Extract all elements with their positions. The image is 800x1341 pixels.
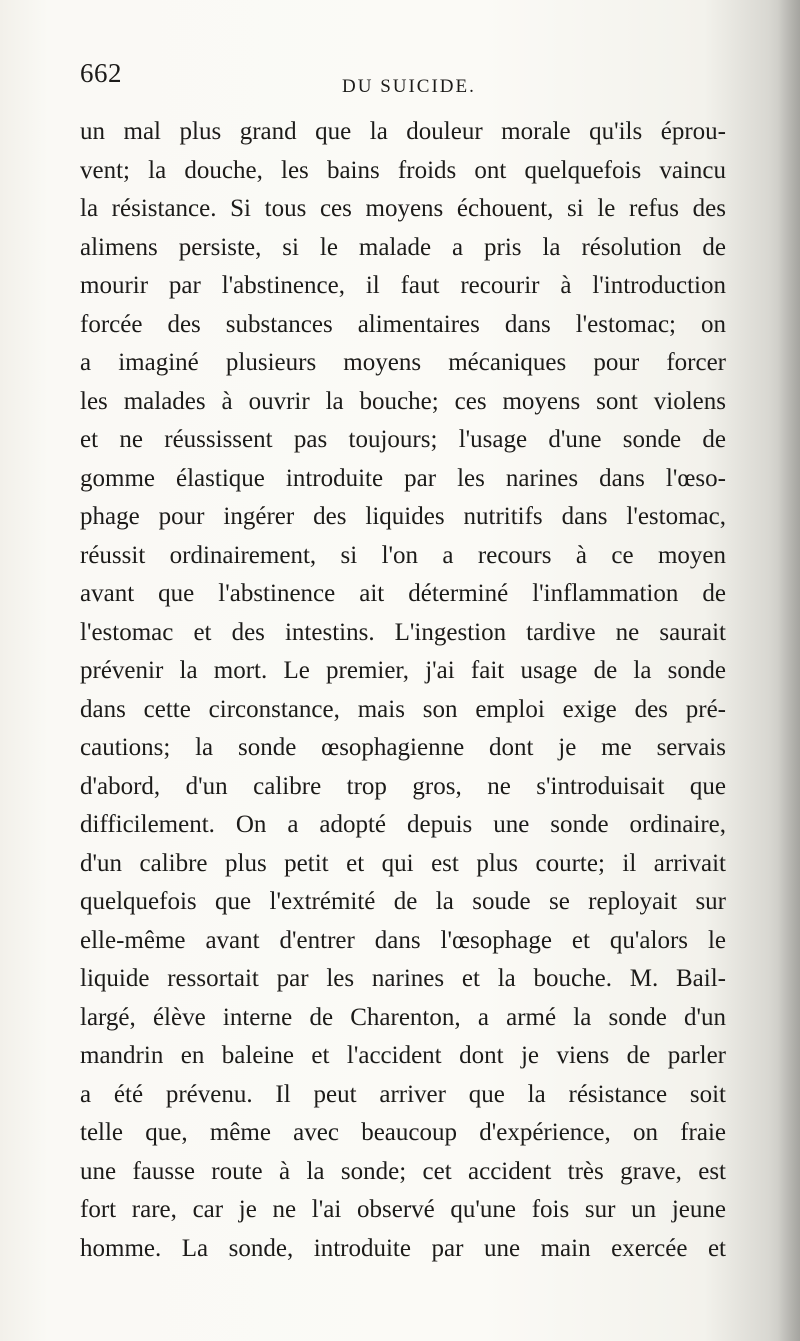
page-number: 662 [80,58,122,88]
text-line: quelquefois que l'extrémité de la soude se reployait sur [80,888,726,915]
text-line: a imaginé plusieurs moyens mécaniques pour forcer [80,349,726,376]
text-line: gomme élastique introduite par les narines dans l'œso- [80,464,726,492]
text-line: telle que, même avec beaucoup d'expérience, on fraie [80,1119,726,1146]
running-title: DU SUICIDE. [342,76,476,97]
text-line: l'estomac et des intestins. L'ingestion tardive ne saurait [80,618,726,646]
text-line: prévenir la mort. Le premier, j'ai fait usage de la sonde [80,657,726,684]
text-line: d'abord, d'un calibre trop gros, ne s'introduisait que [80,772,726,800]
text-line: liquide ressortait par les narines et la bouche. M. Bail- [80,965,726,992]
text-line: mandrin en baleine et l'accident dont je viens de parler [80,1042,726,1069]
running-head [80,58,730,98]
text-line: les malades à ouvrir la bouche; ces moyens sont violens [80,387,726,415]
text-line: alimens persiste, si le malade a pris la résolution de [80,233,726,261]
text-line: dans cette circonstance, mais son emploi exige des pré- [80,695,726,723]
text-line: réussit ordinairement, si l'on a recours à ce moyen [80,541,726,569]
text-line: et ne réussissent pas toujours; l'usage d'une sonde de [80,426,726,453]
page-edge-shadow [778,0,800,1341]
text-line: la résistance. Si tous ces moyens échouent, si le refus des [80,195,726,222]
text-line: vent; la douche, les bains froids ont quelquefois vaincu [80,156,726,184]
text-line: phage pour ingérer des liquides nutritifs dans l'estomac, [80,503,726,530]
text-line: d'un calibre plus petit et qui est plus courte; il arrivait [80,849,726,877]
text-line: homme. La sonde, introduite par une main exercée et [80,1234,726,1262]
text-line: difficilement. On a adopté depuis une sonde ordinaire, [80,811,726,838]
text-line: a été prévenu. Il peut arriver que la résistance soit [80,1080,726,1108]
text-line: une fausse route à la sonde; cet accident très grave, est [80,1157,726,1185]
text-line: largé, élève interne de Charenton, a armé la sonde d'un [80,1003,726,1031]
text-line: un mal plus grand que la douleur morale qu'ils éprou- [80,118,726,145]
text-line: cautions; la sonde œsophagienne dont je me servais [80,734,726,761]
text-line: mourir par l'abstinence, il faut recourir à l'introduction [80,272,726,299]
body-text [80,113,726,1268]
text-line: elle-même avant d'entrer dans l'œsophage et qu'alors le [80,926,726,954]
text-line: fort rare, car je ne l'ai observé qu'une fois sur un jeune [80,1196,726,1223]
text-line: forcée des substances alimentaires dans l'estomac; on [80,310,726,338]
text-line: avant que l'abstinence ait déterminé l'inflammation de [80,580,726,607]
